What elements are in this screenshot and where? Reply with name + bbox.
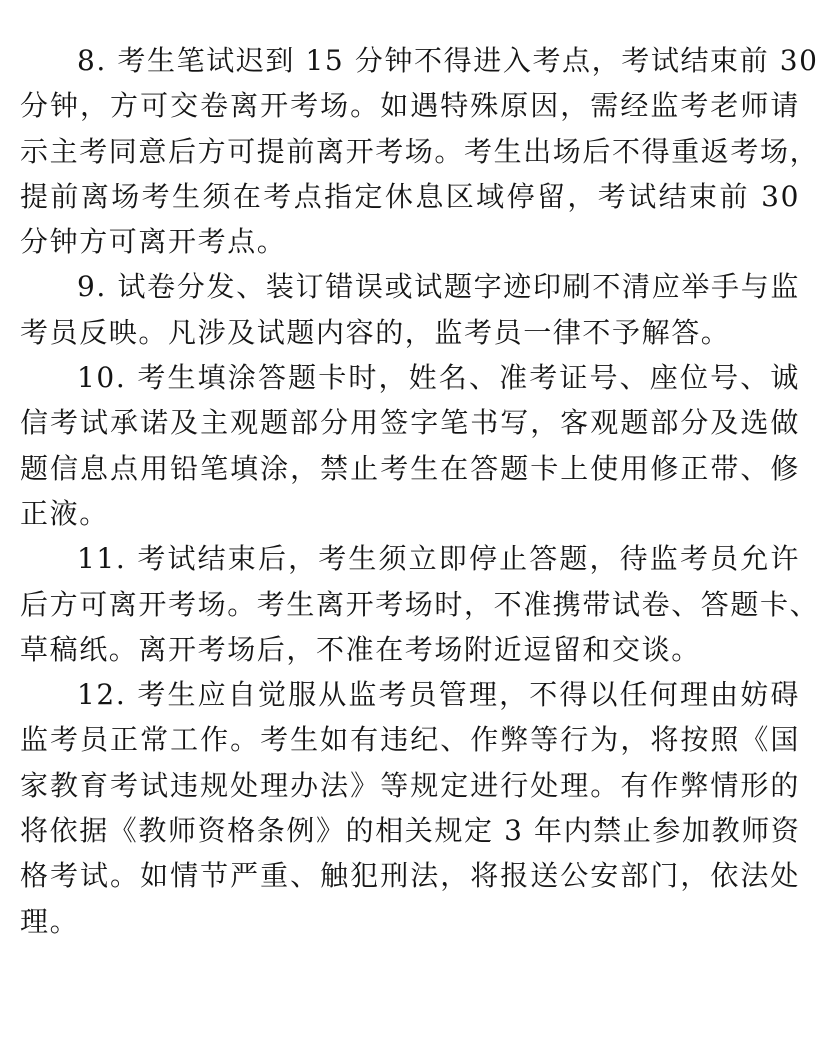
rule-11-paragraph <box>20 536 820 672</box>
rule-8-line-5: 分钟方可离开考点。 <box>20 225 287 259</box>
rule-10-line-3: 题信息点用铅笔填涂，禁止考生在答题卡上使用修正带、修 <box>20 451 800 485</box>
document-body <box>20 38 820 944</box>
rule-9-line-1: 9. 试卷分发、装订错误或试题字迹印刷不清应举手与监 <box>77 270 800 304</box>
rule-12-line-1: 12. 考生应自觉服从监考员管理，不得以任何理由妨碍 <box>77 678 800 712</box>
rule-8-line-2: 分钟，方可交卷离开考场。如遇特殊原因，需经监考老师请 <box>20 89 800 123</box>
rule-12-paragraph <box>20 672 800 944</box>
rule-10-line-1: 10. 考生填涂答题卡时，姓名、准考证号、座位号、诚 <box>77 361 800 395</box>
rule-11-line-1: 11. 考试结束后，考生须立即停止答题，待监考员允许 <box>77 542 800 576</box>
rule-11-line-3: 草稿纸。离开考场后，不准在考场附近逗留和交谈。 <box>20 632 701 666</box>
rule-8-line-3: 示主考同意后方可提前离开考场。考生出场后不得重返考场， <box>20 134 820 168</box>
rule-8-line-4: 提前离场考生须在考点指定休息区域停留，考试结束前 30 <box>20 179 800 213</box>
rule-11-line-2: 后方可离开考场。考生离开考场时，不准携带试卷、答题卡、 <box>20 587 820 621</box>
rule-12-line-5: 格考试。如情节严重、触犯刑法，将报送公安部门，依法处 <box>20 859 800 893</box>
rule-8-paragraph <box>20 38 820 264</box>
rule-8-line-1: 8. 考生笔试迟到 15 分钟不得进入考点，考试结束前 30 <box>77 44 819 77</box>
rule-12-line-3: 家教育考试违规处理办法》等规定进行处理。有作弊情形的 <box>20 768 800 802</box>
rule-12-line-6: 理。 <box>20 904 80 938</box>
rule-12-line-2: 监考员正常工作。考生如有违纪、作弊等行为，将按照《国 <box>20 723 800 757</box>
rule-9-line-2: 考员反映。凡涉及试题内容的，监考员一律不予解答。 <box>20 315 731 349</box>
rule-9-paragraph <box>20 264 800 355</box>
rule-10-line-4: 正液。 <box>20 496 109 530</box>
rule-12-line-4: 将依据《教师资格条例》的相关规定 3 年内禁止参加教师资 <box>20 814 801 848</box>
rule-10-paragraph <box>20 355 800 536</box>
rule-10-line-2: 信考试承诺及主观题部分用签字笔书写，客观题部分及选做 <box>20 406 800 440</box>
